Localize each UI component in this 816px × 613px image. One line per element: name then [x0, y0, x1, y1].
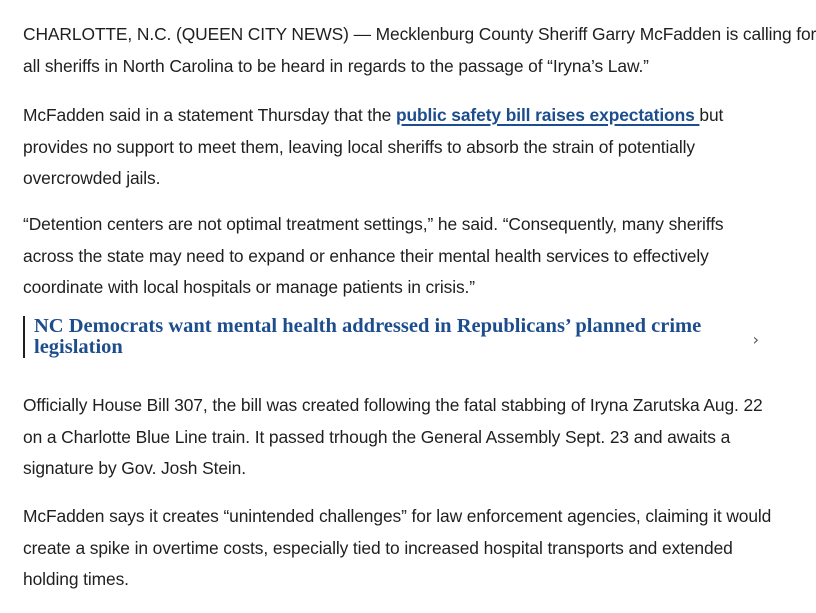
- paragraph-line: signature by Gov. Josh Stein.: [23, 458, 246, 478]
- public-safety-bill-link[interactable]: public safety bill raises expectations: [395, 105, 700, 125]
- paragraph-text: McFadden said in a statement Thursday that the: [23, 105, 396, 125]
- paragraph-5: [23, 501, 771, 596]
- paragraph-line: “Detention centers are not optimal treatment settings,” he said. “Consequently, many sheriffs: [23, 214, 724, 234]
- paragraph-line: provides no support to meet them, leaving local sheriffs to absorb the strain of potentially: [23, 136, 695, 157]
- paragraph-line: McFadden says it creates “unintended challenges” for law enforcement agencies, claiming it would: [23, 506, 772, 526]
- paragraph-line: Officially House Bill 307, the bill was created following the fatal stabbing of Iryna Zarutska Aug. 22: [23, 395, 763, 415]
- related-article-title-line: NC Democrats want mental health addressed in Republicans’ planned crime: [34, 315, 702, 337]
- paragraph-text: but: [699, 105, 724, 125]
- paragraph-line: on a Charlotte Blue Line train. It passed trhough the General Assembly Sept. 23 and awaits a: [23, 426, 731, 447]
- related-article-title-line: legislation: [34, 336, 123, 358]
- related-article-link[interactable]: [23, 316, 774, 358]
- paragraph-line: create a spike in overtime costs, especially tied to increased hospital transports and extended: [23, 537, 733, 558]
- paragraph-line: coordinate with local hospitals or manage patients in crisis.”: [23, 277, 475, 297]
- paragraph-4: [23, 390, 763, 485]
- paragraph-2: [23, 100, 723, 195]
- chevron-right-icon: ›: [752, 330, 759, 349]
- paragraph-line: CHARLOTTE, N.C. (QUEEN CITY NEWS) — Mecklenburg County Sheriff Garry McFadden is calling for: [23, 24, 816, 44]
- paragraph-3: [23, 209, 724, 304]
- paragraph-line: overcrowded jails.: [23, 168, 161, 188]
- paragraph-1: [23, 19, 816, 82]
- paragraph-line: across the state may need to expand or enhance their mental health services to effectively: [23, 245, 709, 266]
- paragraph-line: holding times.: [23, 569, 129, 589]
- paragraph-line-with-link: [23, 100, 723, 132]
- paragraph-line: all sheriffs in North Carolina to be heard in regards to the passage of “Iryna’s Law.”: [23, 55, 649, 76]
